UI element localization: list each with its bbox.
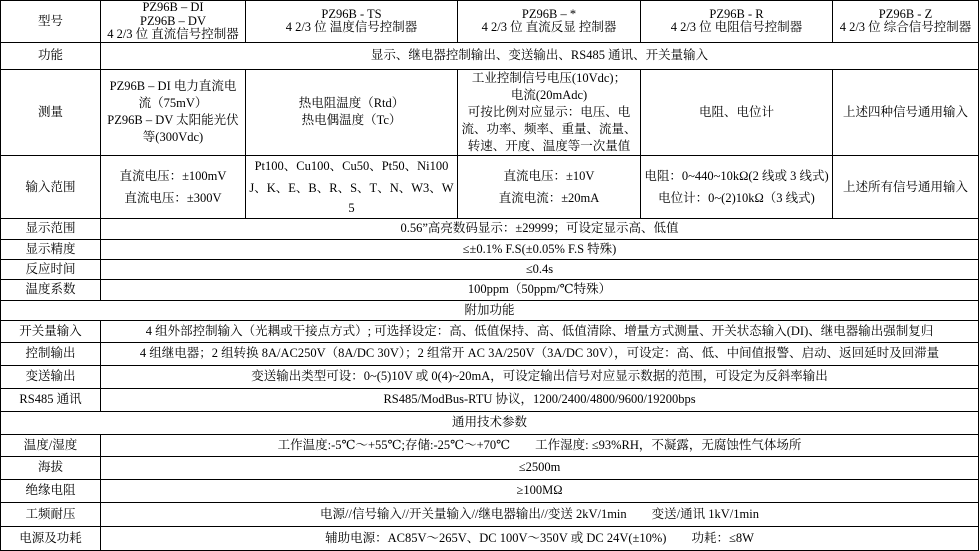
- row-label-temp-humidity: 温度/湿度: [1, 435, 101, 457]
- cell-model-ts: [246, 1, 458, 43]
- row-label-response-time: 反应时间: [1, 259, 101, 279]
- row-label-rs485: RS485 通讯: [1, 389, 101, 412]
- cell-line: 4 2/3 位 直流信号控制器: [107, 27, 239, 41]
- cell-line: 4 2/3 位 电阻信号控制器: [670, 20, 803, 35]
- cell-power-value: 辅助电源：AC85V～265V、DC 100V～350V 或 DC 24V(±10%) 功耗：≤8W: [101, 527, 979, 551]
- cell-temp-coefficient-value: 100ppm（50ppm/℃特殊）: [101, 280, 979, 300]
- cell-input-industrial: [458, 155, 641, 218]
- row-label-insulation: 绝缘电阻: [1, 480, 101, 503]
- row-label-display-range: 显示范围: [1, 218, 101, 239]
- cell-line: J、K、E、B、R、S、T、N、W3、W5: [249, 180, 454, 215]
- row-power: [1, 527, 979, 551]
- row-digital-input: [1, 321, 979, 343]
- cell-line: 可按比例对应显示：电压、电流、功率、频率、重量、流量、转速、开度、温度等一次量值: [461, 104, 637, 153]
- cell-input-temp: [246, 155, 458, 218]
- row-display-accuracy: [1, 239, 979, 259]
- cell-measure-dc: [101, 69, 246, 155]
- cell-model-dc: [101, 1, 246, 43]
- cell-line: 工业控制信号电压(10Vdc)；: [471, 70, 627, 85]
- cell-line: PZ96B – DI: [142, 0, 204, 14]
- row-label-function: 功能: [1, 42, 101, 69]
- row-withstand: [1, 503, 979, 527]
- cell-line: PZ96B - TS: [321, 6, 382, 21]
- cell-function-value: 显示、继电器控制输出、变送输出、RS485 通讯、开关量输入: [101, 42, 979, 69]
- cell-withstand-value: 电源//信号输入//开关量输入//继电器输出//变送 2kV/1min 变送/通讯 1kV/1min: [101, 503, 979, 527]
- cell-rs485-value: RS485/ModBus-RTU 协议，1200/2400/4800/9600/19200bps: [101, 389, 979, 412]
- row-temp-coefficient: [1, 280, 979, 300]
- row-label-temp-coefficient: 温度系数: [1, 280, 101, 300]
- cell-altitude-value: ≤2500m: [101, 457, 979, 480]
- section-header-additional: 附加功能: [1, 300, 979, 320]
- row-label-altitude: 海拔: [1, 457, 101, 480]
- cell-line: PZ96B – DV: [140, 13, 206, 28]
- cell-line: PZ96B - Z: [878, 6, 933, 21]
- cell-temp-humidity-value: 工作温度:-5℃～+55℃;存储:-25℃～+70℃ 工作湿度: ≤93%RH，不凝露，无腐蚀性气体场所: [101, 435, 979, 457]
- row-insulation: [1, 480, 979, 503]
- cell-line: 直流电压：±300V: [124, 190, 222, 205]
- cell-input-dc: [101, 155, 246, 218]
- cell-line: PZ96B – DI 电力直流电流（75mV）: [109, 79, 237, 110]
- row-temp-humidity: [1, 435, 979, 457]
- row-display-range: [1, 218, 979, 239]
- cell-line: PZ96B – DV 太阳能光伏等(300Vdc): [107, 113, 239, 144]
- cell-response-time-value: ≤0.4s: [101, 259, 979, 279]
- row-section-general: [1, 412, 979, 435]
- cell-display-range-value: 0.56”高亮数码显示：±29999；可设定显示高、低值: [101, 218, 979, 239]
- cell-model-z: [833, 1, 979, 43]
- row-label-input-range: 输入范围: [1, 155, 101, 218]
- row-label-display-accuracy: 显示精度: [1, 239, 101, 259]
- row-rs485: [1, 389, 979, 412]
- cell-measure-temp: [246, 69, 458, 155]
- row-label-digital-input: 开关量输入: [1, 321, 101, 343]
- cell-model-star: [458, 1, 641, 43]
- row-label-transmit-output: 变送输出: [1, 366, 101, 389]
- cell-insulation-value: ≥100MΩ: [101, 480, 979, 503]
- row-function: [1, 42, 979, 69]
- cell-line: 直流电压：±10V: [503, 168, 595, 183]
- row-input-range: [1, 155, 979, 218]
- row-response-time: [1, 259, 979, 279]
- row-label-withstand: 工频耐压: [1, 503, 101, 527]
- cell-model-r: [641, 1, 833, 43]
- row-measure: [1, 69, 979, 155]
- row-transmit-output: [1, 366, 979, 389]
- cell-line: 直流电压：±100mV: [119, 168, 227, 183]
- cell-line: 4 2/3 位 直流反显 控制器: [481, 20, 617, 35]
- cell-line: 4 2/3 位 温度信号控制器: [285, 20, 418, 35]
- row-label-measure: 测量: [1, 69, 101, 155]
- cell-transmit-output-value: 变送输出类型可设：0~(5)10V 或 0(4)~20mA，可设定输出信号对应显示数据的范围，可设定为反斜率输出: [101, 366, 979, 389]
- cell-measure-universal: 上述四种信号通用输入: [833, 69, 979, 155]
- cell-input-universal: 上述所有信号通用输入: [833, 155, 979, 218]
- cell-measure-resistance: 电阻、电位计: [641, 69, 833, 155]
- cell-line: PZ96B - R: [709, 6, 764, 21]
- row-label-control-output: 控制输出: [1, 343, 101, 366]
- cell-digital-input-value: 4 组外部控制输入（光耦或干接点方式）; 可选择设定：高、低值保持、高、低值清除、增量方式测量、开关状态输入(DI)、继电器输出强制复归: [101, 321, 979, 343]
- cell-display-accuracy-value: ≤±0.1% F.S(±0.05% F.S 特殊): [101, 239, 979, 259]
- cell-line: 电流(20mAdc): [510, 87, 588, 102]
- section-header-general: 通用技术参数: [1, 412, 979, 435]
- cell-line: 直流电流：±20mA: [498, 190, 600, 205]
- cell-line: 热电偶温度（Tc）: [301, 113, 402, 127]
- row-model: [1, 1, 979, 43]
- cell-line: Pt100、Cu100、Cu50、Pt50、Ni100: [254, 158, 449, 173]
- row-label-power: 电源及功耗: [1, 527, 101, 551]
- cell-line: 4 2/3 位 综合信号控制器: [839, 20, 972, 35]
- cell-line: 电阻：0~440~10kΩ(2 线或 3 线式): [644, 168, 829, 183]
- cell-line: 热电阻温度（Rtd）: [298, 96, 405, 110]
- row-altitude: [1, 457, 979, 480]
- cell-line: PZ96B – *: [521, 6, 577, 21]
- row-section-additional: [1, 300, 979, 320]
- row-control-output: [1, 343, 979, 366]
- row-label-model: 型号: [1, 1, 101, 43]
- cell-control-output-value: 4 组继电器；2 组转换 8A/AC250V（8A/DC 30V）；2 组常开 AC 3A/250V（3A/DC 30V），可设定：高、低、中间值报警、启动、返回延时及回滞量: [101, 343, 979, 366]
- cell-input-resistance: [641, 155, 833, 218]
- cell-measure-industrial: [458, 69, 641, 155]
- cell-line: 电位计：0~(2)10kΩ（3 线式): [658, 190, 815, 205]
